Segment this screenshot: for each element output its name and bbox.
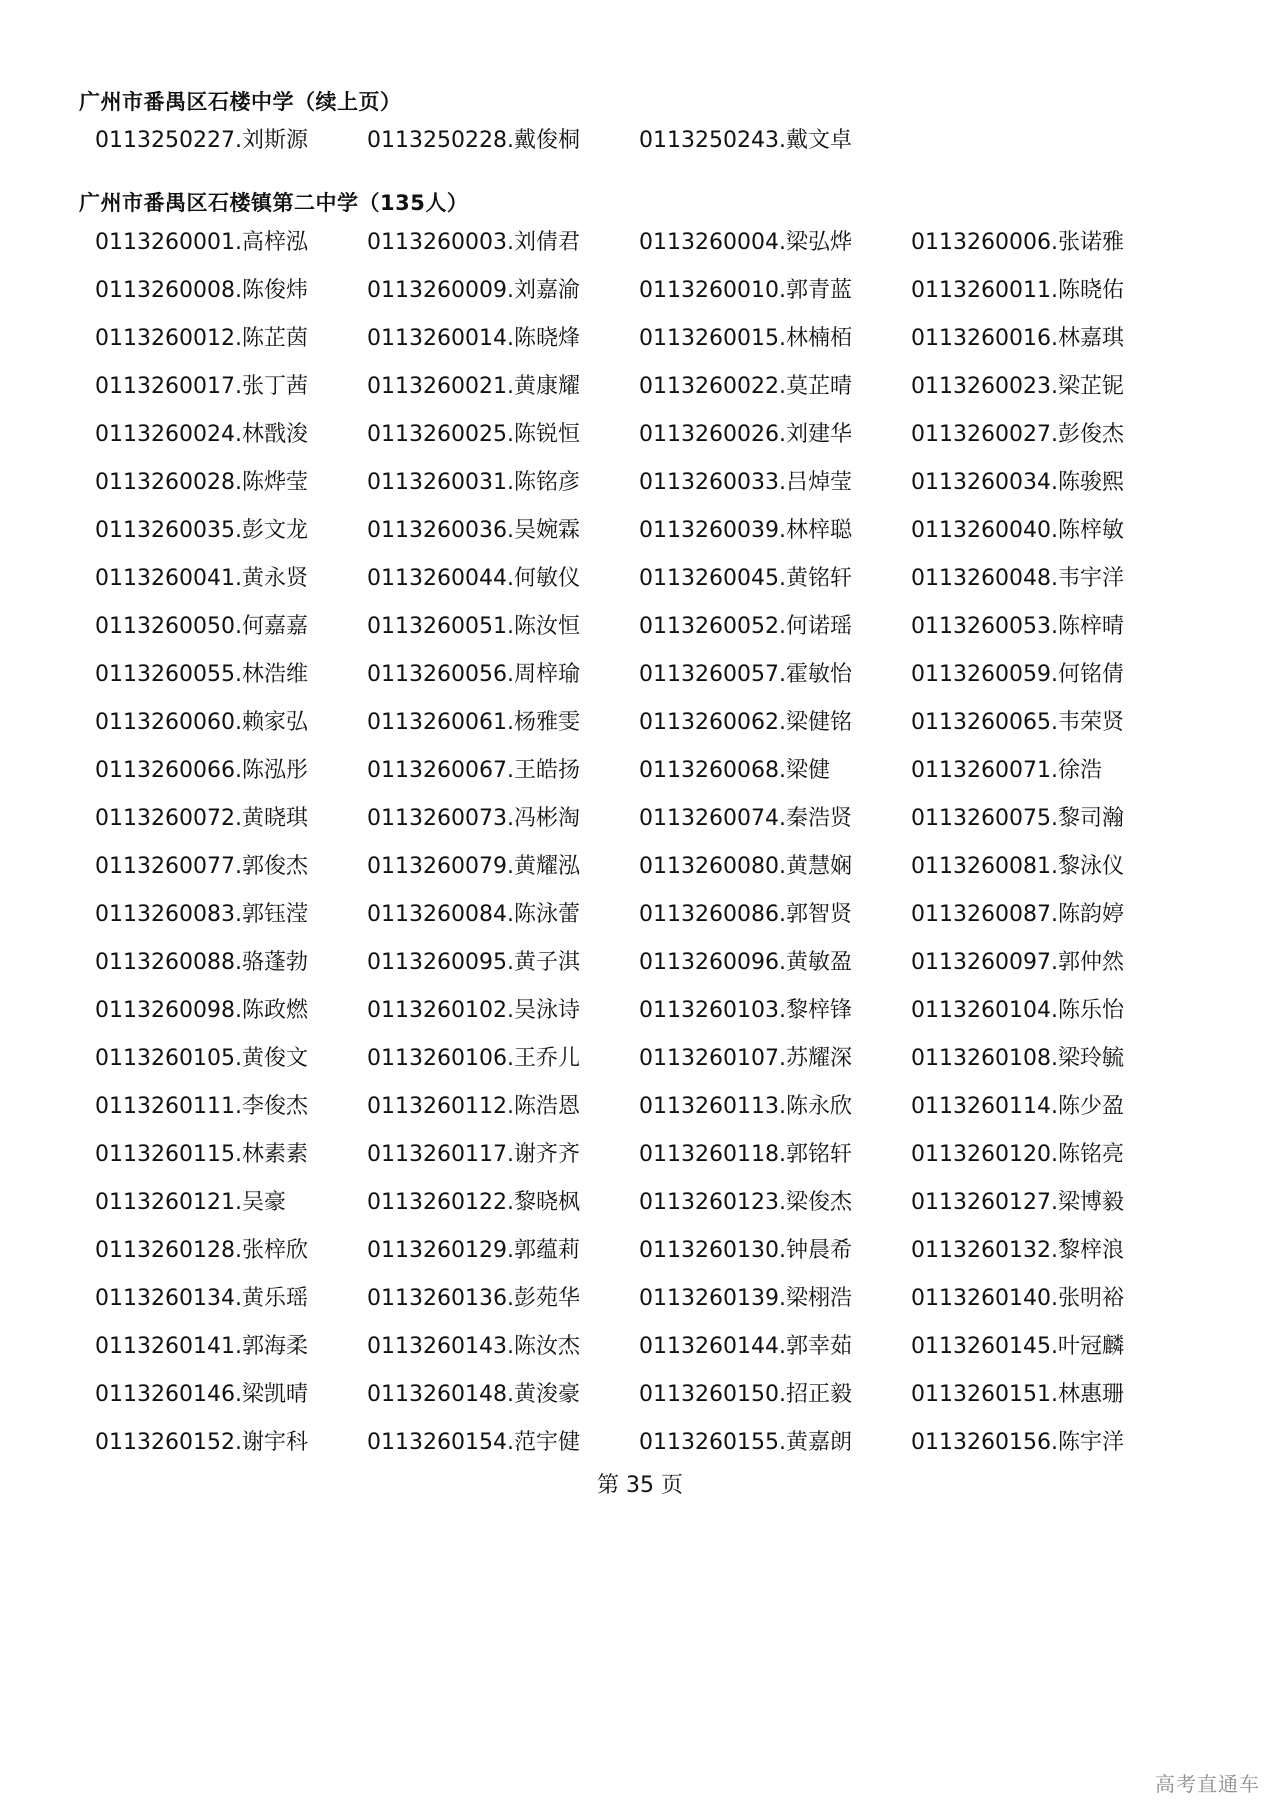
student-entry: 0113260112.陈浩恩: [367, 1094, 580, 1119]
student-entry: 0113260066.陈泓彤: [95, 758, 308, 783]
student-entry: 0113260145.叶冠麟: [911, 1334, 1124, 1359]
student-entry: 0113260144.郭幸茹: [639, 1334, 852, 1359]
student-entry: 0113260095.黄子淇: [367, 950, 580, 975]
student-entry: 0113260072.黄晓琪: [95, 806, 308, 831]
student-entry: 0113260071.徐浩: [911, 758, 1102, 783]
student-entry: 0113260068.梁健: [639, 758, 830, 783]
student-entry: 0113260027.彭俊杰: [911, 422, 1124, 447]
student-entry: 0113260011.陈晓佑: [911, 278, 1124, 303]
student-entry: 0113260130.钟晨希: [639, 1238, 852, 1263]
student-entry: 0113260057.霍敏怡: [639, 662, 852, 687]
watermark: 高考直通车: [1155, 1772, 1260, 1796]
student-entry: 0113260146.梁凯晴: [95, 1382, 308, 1407]
student-entry: 0113260073.冯彬淘: [367, 806, 580, 831]
student-entry: 0113260055.林浩维: [95, 662, 308, 687]
student-entry: 0113260062.梁健铭: [639, 710, 852, 735]
student-entry: 0113260102.吴泳诗: [367, 998, 580, 1023]
student-entry: 0113260051.陈汝恒: [367, 614, 580, 639]
student-entry: 0113260123.梁俊杰: [639, 1190, 852, 1215]
student-entry: 0113260074.秦浩贤: [639, 806, 852, 831]
student-entry: 0113250227.刘斯源: [95, 128, 308, 153]
student-entry: 0113260061.杨雅雯: [367, 710, 580, 735]
student-entry: 0113260127.梁博毅: [911, 1190, 1124, 1215]
student-entry: 0113260105.黄俊文: [95, 1046, 308, 1071]
student-entry: 0113260117.谢齐齐: [367, 1142, 580, 1167]
student-entry: 0113260017.张丁茜: [95, 374, 308, 399]
student-entry: 0113260052.何诺瑶: [639, 614, 852, 639]
student-entry: 0113260108.梁玲毓: [911, 1046, 1124, 1071]
student-entry: 0113260001.高梓泓: [95, 230, 308, 255]
student-entry: 0113260134.黄乐瑶: [95, 1286, 308, 1311]
student-entry: 0113260129.郭蕴莉: [367, 1238, 580, 1263]
student-entry: 0113260010.郭青蓝: [639, 278, 852, 303]
section-title-shilou-second-middle-school: 广州市番禺区石楼镇第二中学（135人）: [79, 191, 469, 215]
student-entry: 0113260059.何铭倩: [911, 662, 1124, 687]
student-entry: 0113260006.张诺雅: [911, 230, 1124, 255]
student-entry: 0113260111.李俊杰: [95, 1094, 308, 1119]
student-entry: 0113260003.刘倩君: [367, 230, 580, 255]
student-entry: 0113260008.陈俊炜: [95, 278, 308, 303]
student-entry: 0113260115.林素素: [95, 1142, 308, 1167]
student-entry: 0113260155.黄嘉朗: [639, 1430, 852, 1455]
student-entry: 0113260028.陈烨莹: [95, 470, 308, 495]
student-entry: 0113260015.林楠栢: [639, 326, 852, 351]
student-entry: 0113260056.周梓瑜: [367, 662, 580, 687]
student-entry: 0113260121.吴豪: [95, 1190, 286, 1215]
section-entries-shilou-second-middle-school: [95, 219, 1183, 1467]
student-entry: 0113260152.谢宇科: [95, 1430, 308, 1455]
student-entry: 0113260044.何敏仪: [367, 566, 580, 591]
student-entry: 0113250228.戴俊桐: [367, 128, 580, 153]
student-entry: 0113260079.黄耀泓: [367, 854, 580, 879]
student-entry: 0113260024.林戬浚: [95, 422, 308, 447]
student-entry: 0113260041.黄永贤: [95, 566, 308, 591]
student-entry: 0113260004.梁弘烨: [639, 230, 852, 255]
student-entry: 0113260084.陈泳蕾: [367, 902, 580, 927]
student-entry: 0113260035.彭文龙: [95, 518, 308, 543]
student-entry: 0113260081.黎泳仪: [911, 854, 1124, 879]
student-entry: 0113260088.骆蓬勃: [95, 950, 308, 975]
student-entry: 0113260107.苏耀深: [639, 1046, 852, 1071]
student-entry: 0113260075.黎司瀚: [911, 806, 1124, 831]
student-entry: 0113260040.陈梓敏: [911, 518, 1124, 543]
student-entry: 0113260156.陈宇洋: [911, 1430, 1124, 1455]
student-entry: 0113260065.韦荣贤: [911, 710, 1124, 735]
student-entry: 0113260106.王乔儿: [367, 1046, 580, 1071]
student-entry: 0113260060.赖家弘: [95, 710, 308, 735]
student-entry: 0113260087.陈韵婷: [911, 902, 1124, 927]
student-entry: 0113260103.黎梓锋: [639, 998, 852, 1023]
student-entry: 0113260053.陈梓晴: [911, 614, 1124, 639]
student-entry: 0113260033.吕焯莹: [639, 470, 852, 495]
student-entry: 0113260098.陈政燃: [95, 998, 308, 1023]
student-entry: 0113260031.陈铭彦: [367, 470, 580, 495]
student-entry: 0113260096.黄敏盈: [639, 950, 852, 975]
student-entry: 0113260143.陈汝杰: [367, 1334, 580, 1359]
student-entry: 0113260025.陈锐恒: [367, 422, 580, 447]
student-entry: 0113260023.梁芷铌: [911, 374, 1124, 399]
student-entry: 0113260080.黄慧娴: [639, 854, 852, 879]
student-entry: 0113260114.陈少盈: [911, 1094, 1124, 1119]
student-entry: 0113260151.林惠珊: [911, 1382, 1124, 1407]
student-entry: 0113260016.林嘉琪: [911, 326, 1124, 351]
student-entry: 0113260139.梁栩浩: [639, 1286, 852, 1311]
page-number: 第 35 页: [597, 1473, 683, 1498]
student-entry: 0113260122.黎晓枫: [367, 1190, 580, 1215]
student-entry: 0113260136.彭苑华: [367, 1286, 580, 1311]
student-entry: 0113260077.郭俊杰: [95, 854, 308, 879]
student-entry: 0113260026.刘建华: [639, 422, 852, 447]
student-entry: 0113260050.何嘉嘉: [95, 614, 308, 639]
student-entry: 0113260021.黄康耀: [367, 374, 580, 399]
student-entry: 0113260132.黎梓浪: [911, 1238, 1124, 1263]
student-entry: 0113260113.陈永欣: [639, 1094, 852, 1119]
student-entry: 0113260012.陈芷茵: [95, 326, 308, 351]
student-entry: 0113260045.黄铭轩: [639, 566, 852, 591]
student-entry: 0113260150.招正毅: [639, 1382, 852, 1407]
student-entry: 0113260086.郭智贤: [639, 902, 852, 927]
student-entry: 0113260140.张明裕: [911, 1286, 1124, 1311]
student-entry: 0113260034.陈骏熙: [911, 470, 1124, 495]
student-entry: 0113260120.陈铭亮: [911, 1142, 1124, 1167]
student-entry: 0113260128.张梓欣: [95, 1238, 308, 1263]
student-entry: 0113260083.郭钰滢: [95, 902, 308, 927]
student-entry: 0113260036.吴婉霖: [367, 518, 580, 543]
section-title-shilou-middle-school: 广州市番禺区石楼中学（续上页）: [79, 90, 402, 114]
student-entry: 0113260097.郭仲然: [911, 950, 1124, 975]
student-entry: 0113260039.林梓聪: [639, 518, 852, 543]
student-entry: 0113260067.王皓扬: [367, 758, 580, 783]
student-entry: 0113260118.郭铭轩: [639, 1142, 852, 1167]
student-entry: 0113260141.郭海柔: [95, 1334, 308, 1359]
student-entry: 0113250243.戴文卓: [639, 128, 852, 153]
student-entry: 0113260048.韦宇洋: [911, 566, 1124, 591]
student-entry: 0113260014.陈晓烽: [367, 326, 580, 351]
student-entry: 0113260154.范宇健: [367, 1430, 580, 1455]
student-entry: 0113260148.黄浚豪: [367, 1382, 580, 1407]
student-entry: 0113260022.莫芷晴: [639, 374, 852, 399]
section-entries-shilou-middle-school: [95, 117, 1183, 165]
student-entry: 0113260009.刘嘉渝: [367, 278, 580, 303]
student-entry: 0113260104.陈乐怡: [911, 998, 1124, 1023]
